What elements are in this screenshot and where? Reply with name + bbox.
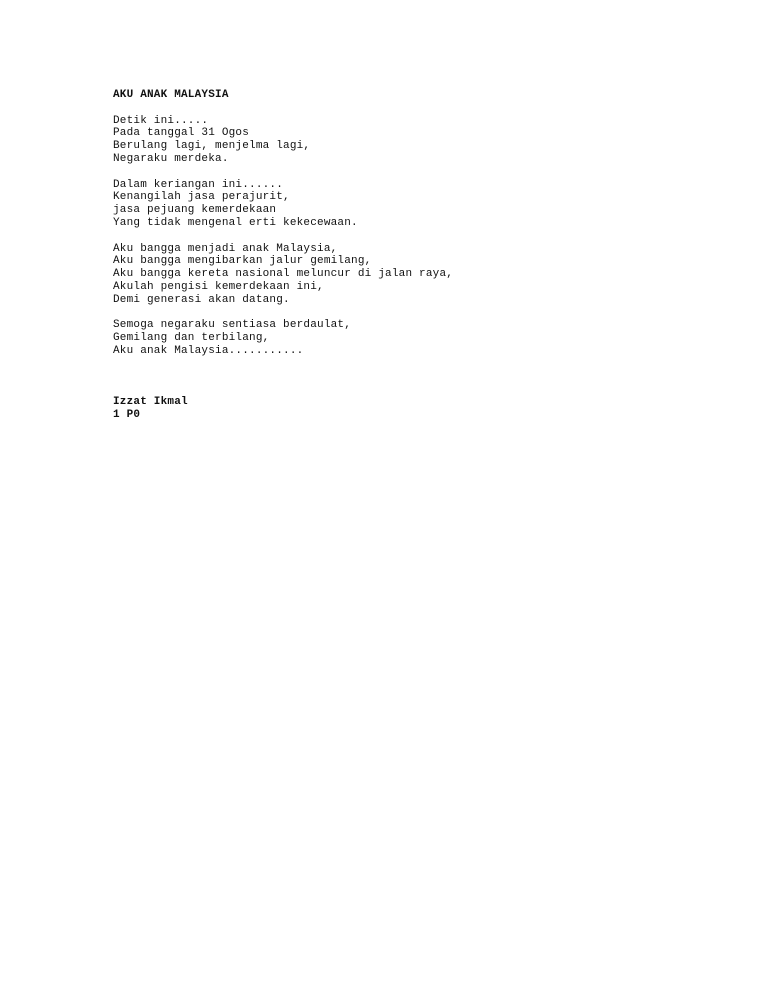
poem-line: Kenangilah jasa perajurit, (113, 191, 290, 204)
poem-line: Gemilang dan terbilang, (113, 332, 270, 345)
poem-body (113, 89, 713, 422)
spacer (113, 230, 713, 243)
poem-line: Demi generasi akan datang. (113, 293, 290, 306)
poem-line: Pada tanggal 31 Ogos (113, 127, 250, 140)
poem-line: Aku bangga kereta nasional meluncur di jalan raya, (113, 268, 454, 281)
spacer (113, 102, 713, 115)
author-name: Izzat Ikmal (113, 396, 188, 409)
stanza-1 (113, 115, 713, 166)
poem-line: Dalam keriangan ini...... (113, 178, 284, 191)
poem-line: Negaraku merdeka. (113, 152, 229, 165)
poem-line: jasa pejuang kemerdekaan (113, 204, 277, 217)
spacer (113, 358, 713, 396)
poem-line: Semoga negaraku sentiasa berdaulat, (113, 319, 352, 332)
spacer (113, 166, 713, 179)
poem-line: Aku bangga mengibarkan jalur gemilang, (113, 255, 372, 268)
stanza-2 (113, 179, 713, 230)
poem-line: Detik ini..... (113, 114, 209, 127)
stanza-4 (113, 319, 713, 357)
poem-line: Aku bangga menjadi anak Malaysia, (113, 242, 338, 255)
poem-line: Aku anak Malaysia........... (113, 344, 304, 357)
author-signature (113, 396, 713, 422)
poem-title: AKU ANAK MALAYSIA (113, 89, 229, 101)
stanza-3 (113, 243, 713, 307)
spacer (113, 307, 713, 320)
poem-line: Akulah pengisi kemerdekaan ini, (113, 280, 324, 293)
author-class: 1 P0 (113, 408, 141, 421)
poem-line: Berulang lagi, menjelma lagi, (113, 140, 311, 153)
poem-line: Yang tidak mengenal erti kekecewaan. (113, 216, 358, 229)
